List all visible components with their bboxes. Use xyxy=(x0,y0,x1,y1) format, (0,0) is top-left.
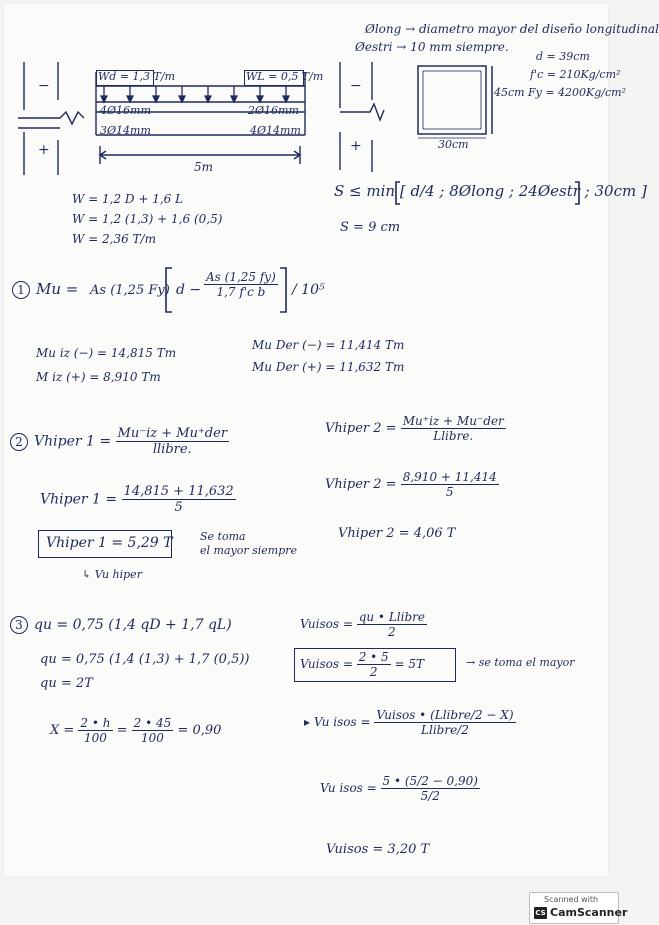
vuisos-subst-lhs: Vuisos = xyxy=(300,657,353,671)
section-d: d = 39cm xyxy=(536,50,590,63)
vhiper2-den: Llibre. xyxy=(433,429,474,443)
mu-frac-num: As (1,25 fy) xyxy=(206,270,276,284)
load-combo-result: W = 2,36 T/m xyxy=(72,232,156,246)
vuisos-reduced-subst-num: 5 • (5/2 − 0,90) xyxy=(382,774,478,788)
spacing-result: S = 9 cm xyxy=(340,220,401,235)
vhiper1-subst xyxy=(40,484,236,515)
mu-der-positive: Mu Der (+) = 11,632 Tm xyxy=(252,360,405,374)
load-combo-formula: W = 1,2 D + 1,6 L xyxy=(72,192,184,206)
qu-formula xyxy=(10,616,232,634)
vuisos-reduced-subst-den: 5/2 xyxy=(420,789,440,803)
right-minus: − xyxy=(350,78,362,94)
mu-lhs: Mu = xyxy=(36,280,79,298)
load-combo-subst: W = 1,2 (1,3) + 1,6 (0,5) xyxy=(72,212,223,226)
camscanner-logo-icon: CS xyxy=(535,909,546,917)
left-plus: + xyxy=(38,142,50,158)
step-1-number: 1 xyxy=(12,281,30,299)
qu-formula-text: qu = 0,75 (1,4 qD + 1,7 qL) xyxy=(34,617,232,633)
vuisos-formula xyxy=(300,610,427,639)
vhiper2-num: Mu⁺iz + Mu⁻der xyxy=(402,414,504,428)
step-1-heading xyxy=(12,280,78,299)
x-num1: 2 • h xyxy=(80,716,111,730)
mu-as-term: As (1,25 Fy) xyxy=(90,283,170,298)
vuisos-subst-result: = 5T xyxy=(394,657,425,671)
vhiper1-subst-den: 5 xyxy=(174,500,183,515)
mu-der-negative: Mu Der (−) = 11,414 Tm xyxy=(252,338,405,352)
section-height: 45cm xyxy=(494,86,525,99)
mu-d-term: d − xyxy=(176,282,202,298)
camscanner-badge xyxy=(529,892,628,924)
vhiper2-subst-den: 5 xyxy=(445,485,454,499)
x-lhs: X = xyxy=(50,723,75,738)
vhiper1-subst-lhs: Vhiper 1 = xyxy=(40,491,118,508)
vhiper1-den: llibre. xyxy=(152,442,192,457)
top-left-bars: 4Ø16mm xyxy=(100,104,151,117)
step-2-number: 2 xyxy=(10,433,28,451)
vuisos-subst xyxy=(300,650,424,679)
vhiper1-subst-num: 14,815 + 11,632 xyxy=(123,484,234,499)
vuisos-num: qu • Llibre xyxy=(358,610,425,624)
vuisos-reduced-subst xyxy=(320,774,480,803)
bottom-right-bars: 4Ø14mm xyxy=(250,124,301,137)
vuisos-reduced xyxy=(304,708,516,737)
note-stirrup-diameter: Øestri → 10 mm siempre. xyxy=(355,40,509,54)
vhiper1-note-2: el mayor siempre xyxy=(200,544,298,557)
x-result: = 0,90 xyxy=(177,723,222,738)
load-arrows xyxy=(101,86,289,102)
vhiper1-formula xyxy=(10,426,229,457)
wl-label: WL = 0,5 T/m xyxy=(246,70,324,83)
mu-fraction xyxy=(204,270,278,299)
vhiper2-result: Vhiper 2 = 4,06 T xyxy=(338,526,456,541)
span-length: 5m xyxy=(194,160,214,174)
bottom-left-bars: 3Ø14mm xyxy=(100,124,151,137)
vuisos-reduced-den: Llibre/2 xyxy=(421,723,469,737)
left-minus: − xyxy=(38,78,50,94)
vuisos-den: 2 xyxy=(388,625,396,639)
vhiper1-note-1: Se toma xyxy=(200,530,246,543)
vu-hiper-label: ↳ Vu hiper xyxy=(82,568,142,581)
section-fc: f'c = 210Kg/cm² xyxy=(530,68,621,81)
vhiper2-subst-num: 8,910 + 11,414 xyxy=(402,470,497,484)
wd-label: Wd = 1,3 T/m xyxy=(98,70,176,83)
cross-section xyxy=(418,66,492,138)
note-long-diameter: Ølong → diametro mayor del diseño longitudinal xyxy=(365,22,659,36)
vhiper1-num: Mu⁻iz + Mu⁺der xyxy=(117,426,228,441)
vhiper2-subst-lhs: Vhiper 2 = xyxy=(325,477,397,492)
badge-name: CamScanner xyxy=(550,906,628,919)
x-num2: 2 • 45 xyxy=(133,716,172,730)
vuisos-final: Vuisos = 3,20 T xyxy=(326,842,430,857)
x-formula: X = $\frac{2 • h}{100}$ = $\frac{2 • 45}{100}$ = 0,90 xyxy=(50,716,222,745)
x-den2: 100 xyxy=(141,731,164,745)
mu-iz-negative: Mu iz (−) = 14,815 Tm xyxy=(36,346,177,360)
vhiper2-formula xyxy=(325,414,506,443)
vuisos-reduced-subst-lhs: Vu isos = xyxy=(320,781,377,795)
mu-divisor: / 10⁵ xyxy=(292,282,325,298)
vhiper2-lhs: Vhiper 2 = xyxy=(325,421,397,436)
qu-subst: qu = 0,75 (1,4 (1,3) + 1,7 (0,5)) xyxy=(40,652,250,667)
section-fy: Fy = 4200Kg/cm² xyxy=(528,86,627,99)
badge-top-text: Scanned with xyxy=(544,895,599,904)
spacing-formula: S ≤ min [ d/4 ; 8Ølong ; 24Øestr ; 30cm ] xyxy=(334,182,647,200)
mu-iz-positive: M iz (+) = 8,910 Tm xyxy=(36,370,161,384)
section-width: 30cm xyxy=(438,138,469,151)
vuisos-lhs: Vuisos = xyxy=(300,617,353,631)
vuisos-subst-den: 2 xyxy=(369,665,378,679)
vuisos-reduced-lhs: ▸ Vu isos = xyxy=(304,715,371,729)
top-right-bars: 2Ø16mm xyxy=(248,104,299,117)
vuisos-note: → se toma el mayor xyxy=(466,656,575,669)
qu-result: qu = 2T xyxy=(40,676,93,691)
vuisos-subst-num: 2 • 5 xyxy=(358,650,389,664)
vhiper2-subst xyxy=(325,470,499,499)
vhiper1-lhs: Vhiper 1 = xyxy=(34,433,112,450)
x-den1: 100 xyxy=(84,731,107,745)
vuisos-reduced-num: Vuisos • (Llibre/2 − X) xyxy=(376,708,514,722)
mu-frac-den: 1,7 f'c b xyxy=(216,285,266,299)
vhiper1-result: Vhiper 1 = 5,29 T xyxy=(46,535,173,551)
step-3-number: 3 xyxy=(10,616,28,634)
right-plus: + xyxy=(350,138,362,154)
